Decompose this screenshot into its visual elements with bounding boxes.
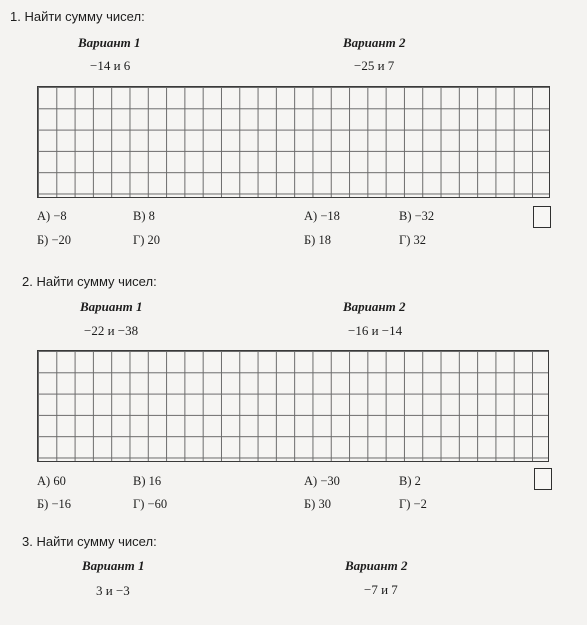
task-1-option-v-v2: В) −32 (399, 209, 435, 223)
task-2-option-a-v1: А) 60 (37, 474, 66, 488)
task-1-option-a-v1: А) −8 (37, 209, 67, 223)
task-1-option-b-v1: Б) −20 (37, 233, 72, 247)
task-2-variant-2-label: Вариант 2 (343, 299, 406, 314)
task-3-variant-2-numbers: −7 и 7 (364, 582, 398, 597)
task-2-answer-box[interactable] (534, 468, 552, 490)
task-3-variant-1-numbers: 3 и −3 (96, 583, 130, 598)
task-2-title: 2. Найти сумму чисел: (22, 274, 157, 289)
task-2-option-g-v2: Г) −2 (399, 497, 427, 511)
task-2-option-b-v2: Б) 30 (304, 497, 331, 511)
task-2-variant-1-numbers: −22 и −38 (84, 323, 139, 338)
task-1-work-grid[interactable] (37, 86, 550, 198)
task-1-title: 1. Найти сумму чисел: (10, 9, 145, 24)
task-1-option-v-v1: В) 8 (133, 209, 155, 223)
task-2-variant-2-numbers: −16 и −14 (348, 323, 403, 338)
task-1-option-a-v2: А) −18 (304, 209, 340, 223)
task-1-variant-2-numbers: −25 и 7 (354, 58, 395, 73)
task-2-option-b-v1: Б) −16 (37, 497, 72, 511)
task-2-work-grid[interactable] (37, 350, 549, 462)
task-1-variant-2-label: Вариант 2 (343, 35, 406, 50)
task-3-title: 3. Найти сумму чисел: (22, 534, 157, 549)
task-1-option-g-v2: Г) 32 (399, 233, 427, 247)
task-1-option-g-v1: Г) 20 (133, 233, 161, 247)
task-1-variant-1-label: Вариант 1 (78, 35, 141, 50)
task-1-option-b-v2: Б) 18 (304, 233, 331, 247)
task-2-option-g-v1: Г) −60 (133, 497, 168, 511)
task-2-option-v-v2: В) 2 (399, 474, 421, 488)
task-1-answer-box[interactable] (533, 206, 551, 228)
task-2-option-a-v2: А) −30 (304, 474, 340, 488)
task-1-variant-1-numbers: −14 и 6 (90, 58, 131, 73)
task-3-variant-2-label: Вариант 2 (345, 558, 408, 573)
task-2-variant-1-label: Вариант 1 (80, 299, 143, 314)
task-3-variant-1-label: Вариант 1 (82, 558, 145, 573)
task-2-option-v-v1: В) 16 (133, 474, 162, 488)
